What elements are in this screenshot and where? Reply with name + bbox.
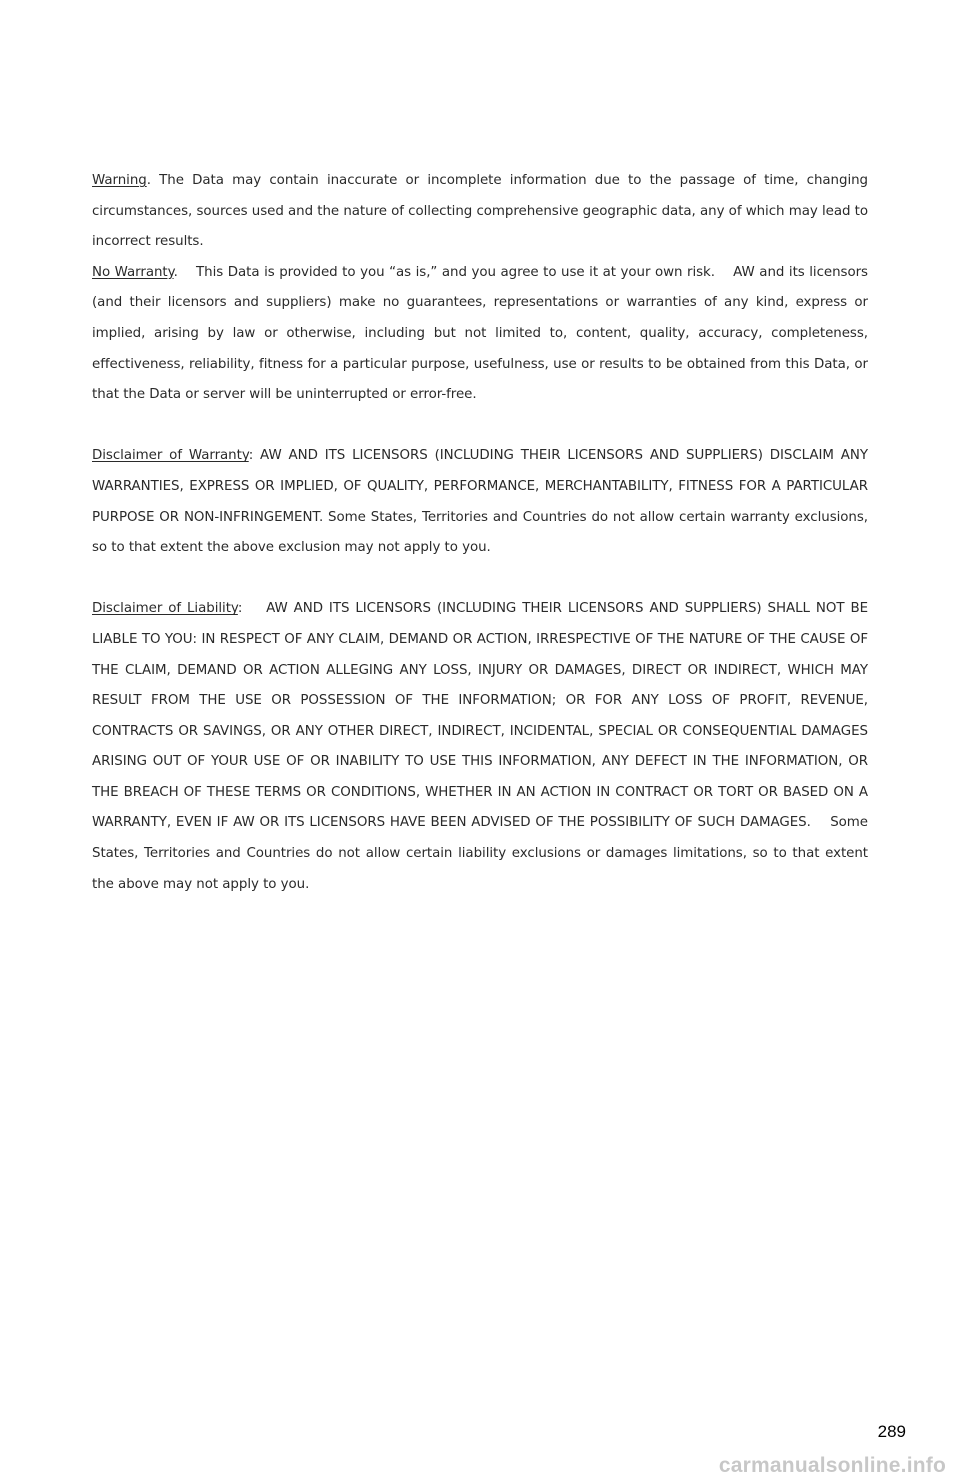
warning-heading: Warning bbox=[92, 173, 147, 188]
no-warranty-paragraph bbox=[92, 258, 873, 411]
no-warranty-heading: No Warranty bbox=[92, 264, 174, 280]
warning-separator: . bbox=[146, 173, 151, 188]
warning-paragraph bbox=[92, 166, 873, 258]
warning-text: The Data may contain inaccurate or incomplete information due to the passage of time, changing circumstances, sources used and the nature of collecting comprehensive geographic data, any of which may lead to incorrect results. bbox=[92, 173, 873, 250]
disclaimer-of-warranty-text: AW AND ITS LICENSORS (INCLUDING THEIR LICENSORS AND SUPPLIERS) DISCLAIM ANY WARRANTIES, EXPRESS OR IMPLIED, OF QUALITY, PERFORMANCE, MERCHANTABILITY, FITNESS FOR A PARTICULAR PURPOSE OR NON-INFRINGEMENT. Some States, Territories and Countries do not allow certain warranty exclusions, so to that extent the above exclusion may not apply to you. bbox=[92, 448, 873, 556]
no-warranty-text: This Data is provided to you “as is,” and you agree to use it at your own risk. AW and its licensors (and their licensors and suppliers) make no guarantees, representations or warranties of any kind, express or implied, arising by law or otherwise, including but not limited to, content, quality, accuracy, completeness, effectiveness, reliability, fitness for a particular purpose, usefulness, use or results to be obtained from this Data, or that the Data or server will be uninterrupted or error-free. bbox=[92, 264, 873, 403]
disclaimer-of-liability-separator: : bbox=[237, 601, 243, 617]
page-number: 289 bbox=[877, 1422, 906, 1441]
disclaimer-of-warranty-paragraph bbox=[92, 441, 873, 563]
watermark: carmanualsonline.info bbox=[718, 1454, 946, 1477]
no-warranty-separator: . bbox=[173, 264, 178, 280]
disclaimer-of-liability-paragraph bbox=[92, 594, 873, 900]
document-body bbox=[92, 166, 873, 900]
disclaimer-of-liability-heading: Disclaimer of Liability bbox=[92, 601, 238, 617]
disclaimer-of-warranty-separator: : bbox=[248, 448, 254, 464]
disclaimer-of-warranty-heading: Disclaimer of Warranty bbox=[92, 448, 249, 464]
disclaimer-of-liability-text: AW AND ITS LICENSORS (INCLUDING THEIR LICENSORS AND SUPPLIERS) SHALL NOT BE LIABLE TO YOU: IN RESPECT OF ANY CLAIM, DEMAND OR ACTION, IRRESPECTIVE OF THE NATURE OF THE CAUSE OF THE CLAIM, DEMAND OR ACTION ALLEGING ANY LOSS, INJURY OR DAMAGES, DIRECT OR INDIRECT, WHICH MAY RESULT FROM THE USE OR POSSESSION OF THE INFORMATION; OR FOR ANY LOSS OF PROFIT, REVENUE, CONTRACTS OR SAVINGS, OR ANY OTHER DIRECT, INDIRECT, INCIDENTAL, SPECIAL OR CONSEQUENTIAL DAMAGES ARISING OUT OF YOUR USE OF OR INABILITY TO USE THIS INFORMATION, ANY DEFECT IN THE INFORMATION, OR THE BREACH OF THESE TERMS OR CONDITIONS, WHETHER IN AN ACTION IN CONTRACT OR TORT OR BASED ON A WARRANTY, EVEN IF AW OR ITS LICENSORS HAVE BEEN ADVISED OF THE POSSIBILITY OF SUCH DAMAGES. Some States, Territories and Countries do not allow certain liability exclusions or damages limitations, so to that extent the above may not apply to you. bbox=[92, 601, 873, 892]
